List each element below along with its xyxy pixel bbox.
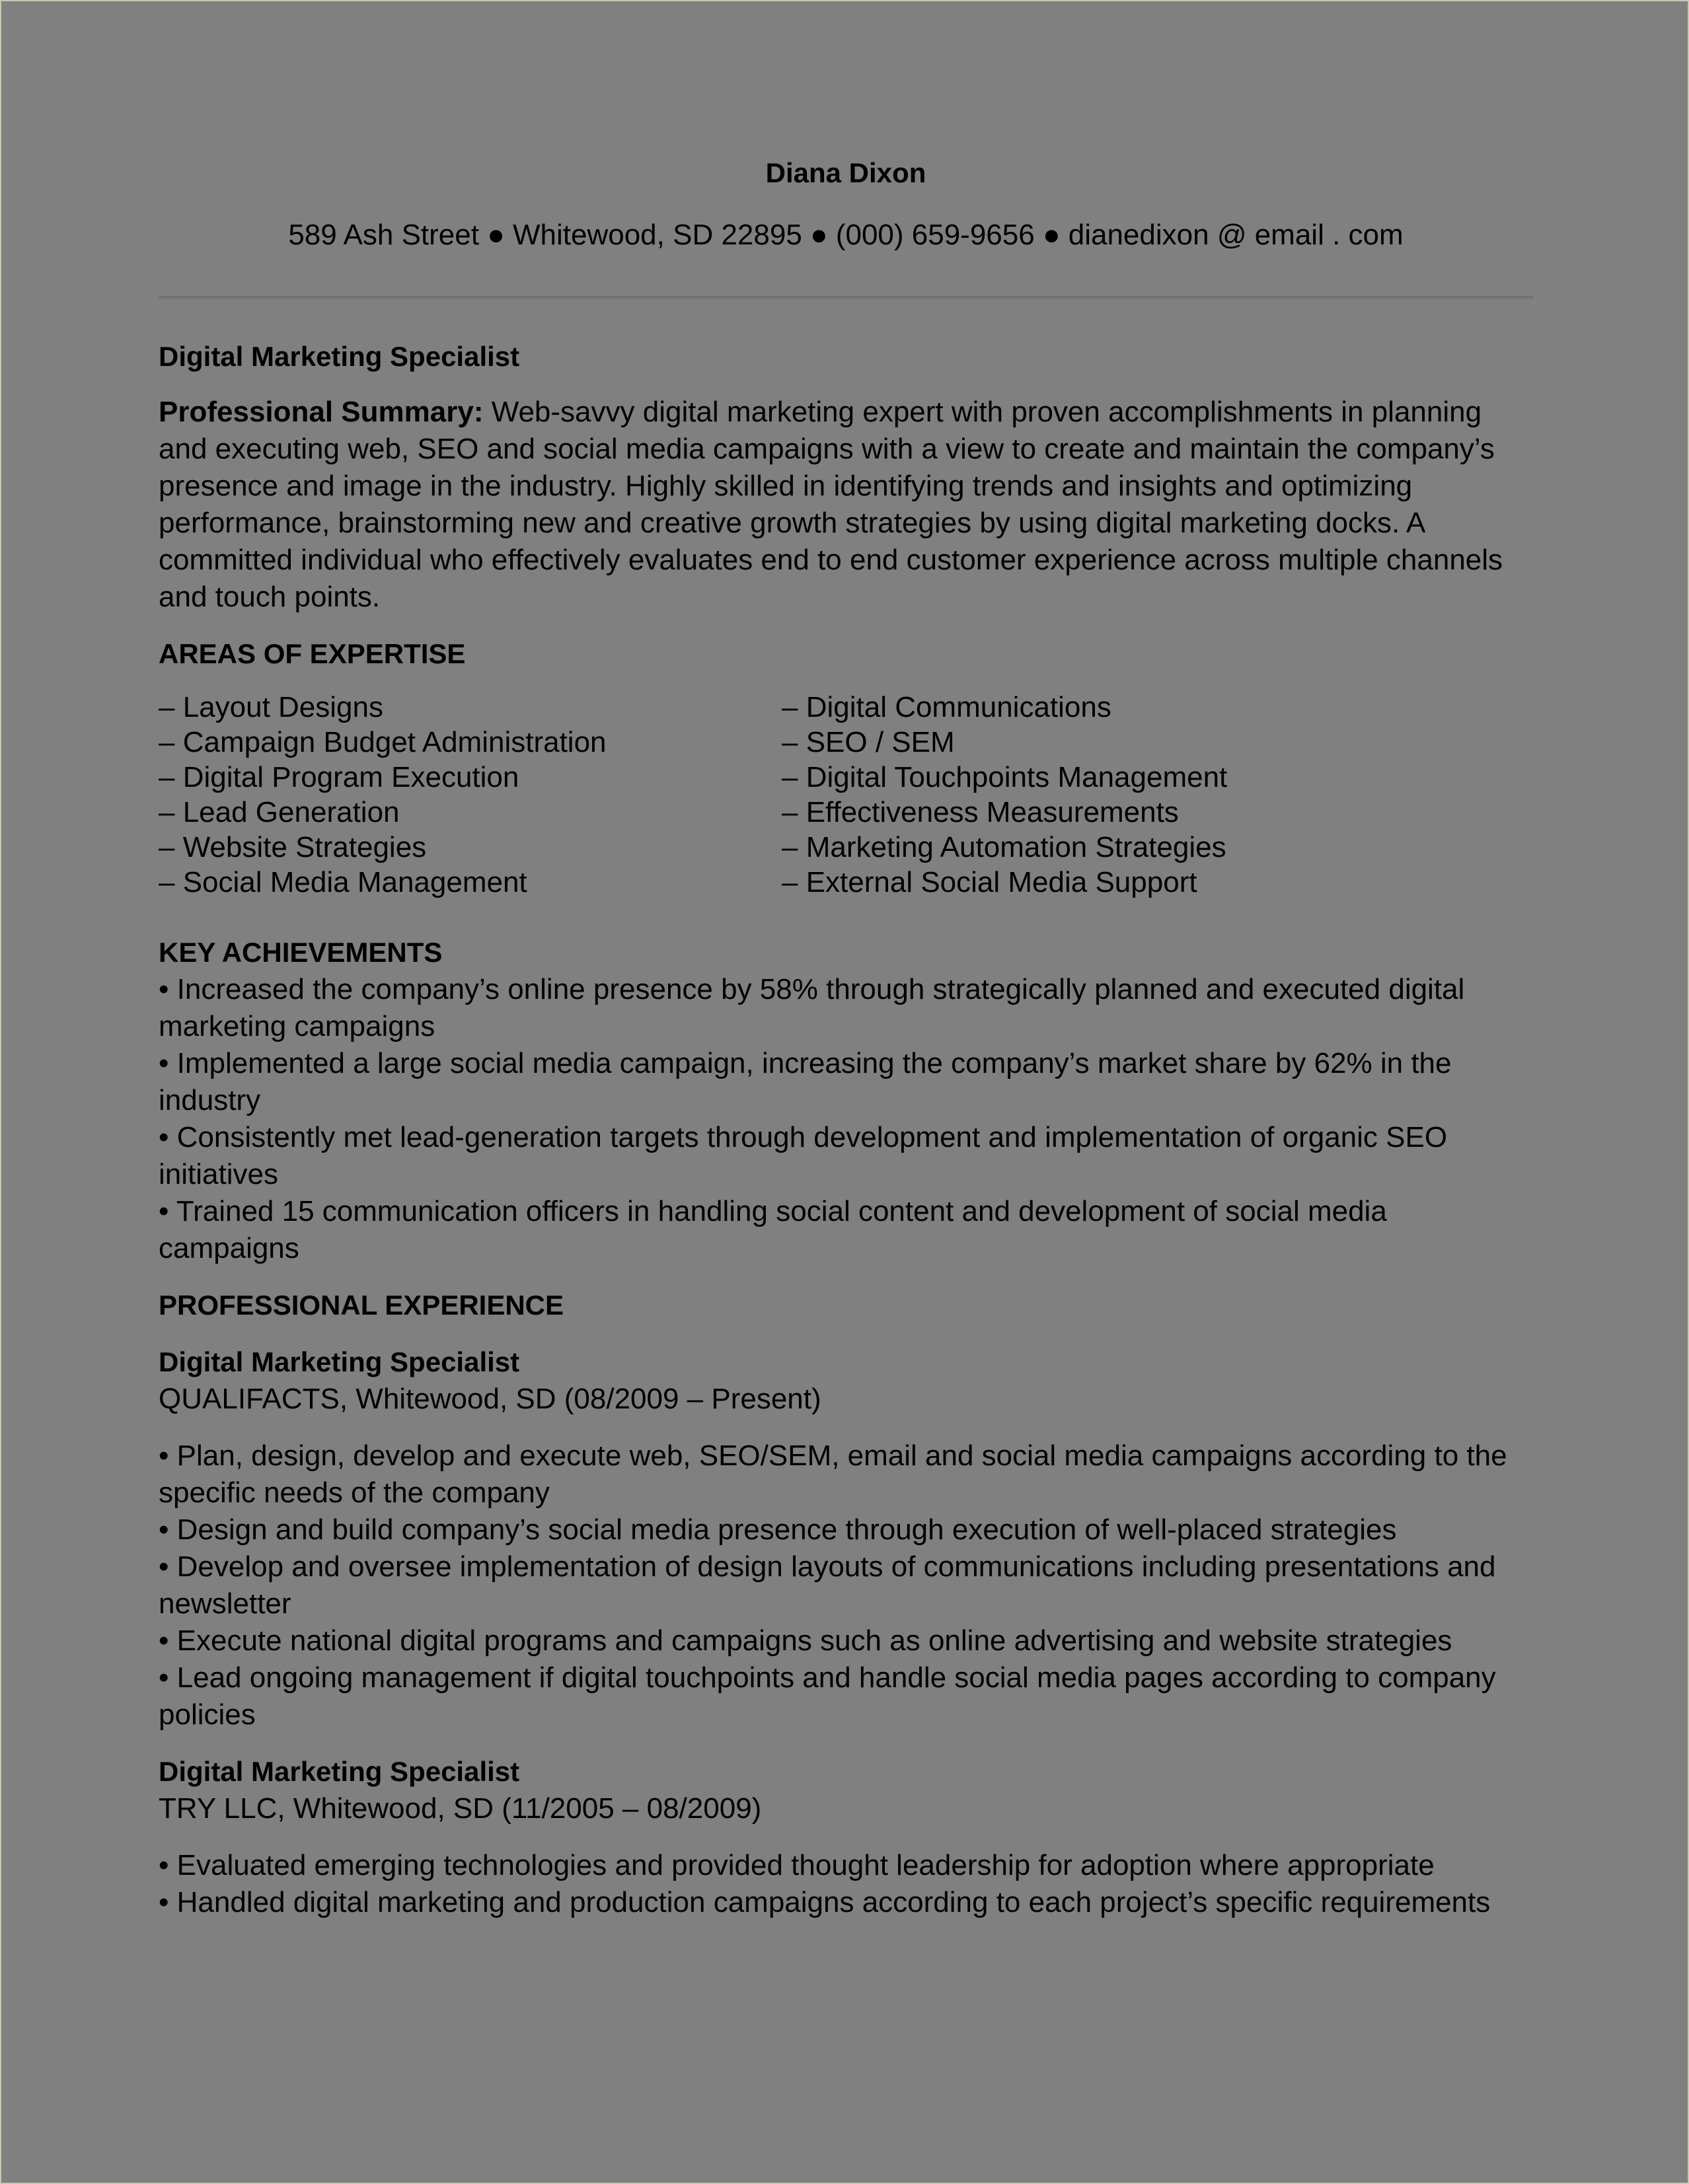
expertise-item: – Digital Program Execution	[159, 761, 519, 793]
summary-text: Web-savvy digital marketing expert with proven accomplishments in planning and executing web, SEO and social media campaigns with a view to create and maintain the company’s presence and image in the industry. Highly skilled in identifying trends and insights and optimizing performance, brainstorming new and creative growth strategies by using digital marketing docks. A committed individual who effectively evaluates end to end customer experience across multiple channels and touch points.	[159, 396, 1503, 613]
professional-summary	[159, 394, 1533, 616]
achievement-item: • Implemented a large social media campaign, increasing the company’s market share by 62% in the industry	[159, 1047, 1452, 1116]
duty-item: • Execute national digital programs and campaigns such as online advertising and website strategies	[159, 1624, 1452, 1657]
job-title: Digital Marketing Specialist	[159, 1346, 520, 1377]
expertise-item: – Layout Designs	[159, 691, 383, 723]
achievements-heading: KEY ACHIEVEMENTS	[159, 937, 443, 968]
expertise-item: – Marketing Automation Strategies	[782, 831, 1226, 863]
expertise-item: – Campaign Budget Administration	[159, 726, 607, 758]
expertise-item: – Website Strategies	[159, 831, 427, 863]
job-headline: Digital Marketing Specialist	[159, 341, 520, 372]
achievements-list	[159, 971, 1533, 1267]
resume-document	[159, 145, 1533, 1921]
summary-label: Professional Summary:	[159, 396, 484, 428]
job-duties	[159, 1438, 1533, 1733]
expertise-heading: AREAS OF EXPERTISE	[159, 638, 466, 669]
duty-item: • Plan, design, develop and execute web, SEO/SEM, email and social media campaigns according to the specific needs of the company	[159, 1439, 1507, 1509]
job-duties	[159, 1847, 1533, 1921]
header-divider	[159, 296, 1533, 299]
achievement-item: • Consistently met lead-generation targets through development and implementation of organic SEO initiatives	[159, 1121, 1448, 1190]
job-entry	[159, 1344, 1533, 1733]
expertise-item: – SEO / SEM	[782, 726, 955, 758]
achievement-item: • Trained 15 communication officers in handling social content and development of social media campaigns	[159, 1195, 1387, 1264]
duty-item: • Evaluated emerging technologies and provided thought leadership for adoption where appropriate	[159, 1849, 1435, 1881]
candidate-name: Diana Dixon	[765, 157, 926, 188]
duty-item: • Develop and oversee implementation of design layouts of communications including presentations and newsletter	[159, 1550, 1496, 1620]
job-title: Digital Marketing Specialist	[159, 1756, 520, 1787]
job-employer: TRY LLC, Whitewood, SD (11/2005 – 08/2009)	[159, 1792, 762, 1825]
expertise-item: – Digital Communications	[782, 691, 1111, 723]
expertise-list	[159, 690, 1533, 900]
expertise-item: – Lead Generation	[159, 796, 400, 828]
achievement-item: • Increased the company’s online presence by 58% through strategically planned and executed digital marketing campaigns	[159, 973, 1465, 1042]
expertise-item: – External Social Media Support	[782, 866, 1197, 898]
contact-line: 589 Ash Street ● Whitewood, SD 22895 ● (000) 659-9656 ● dianedixon @ email . com	[288, 219, 1404, 251]
expertise-item: – Digital Touchpoints Management	[782, 761, 1228, 793]
experience-heading: PROFESSIONAL EXPERIENCE	[159, 1290, 564, 1321]
expertise-right-column	[782, 690, 1443, 900]
expertise-left-column	[159, 690, 782, 900]
duty-item: • Handled digital marketing and production campaigns according to each project’s specific requirements	[159, 1886, 1491, 1918]
job-employer: QUALIFACTS, Whitewood, SD (08/2009 – Present)	[159, 1383, 821, 1415]
duty-item: • Lead ongoing management if digital touchpoints and handle social media pages according to company policies	[159, 1661, 1496, 1731]
expertise-item: – Social Media Management	[159, 866, 527, 898]
expertise-item: – Effectiveness Measurements	[782, 796, 1179, 828]
duty-item: • Design and build company’s social media presence through execution of well-placed strategies	[159, 1513, 1397, 1546]
job-entry	[159, 1753, 1533, 1921]
